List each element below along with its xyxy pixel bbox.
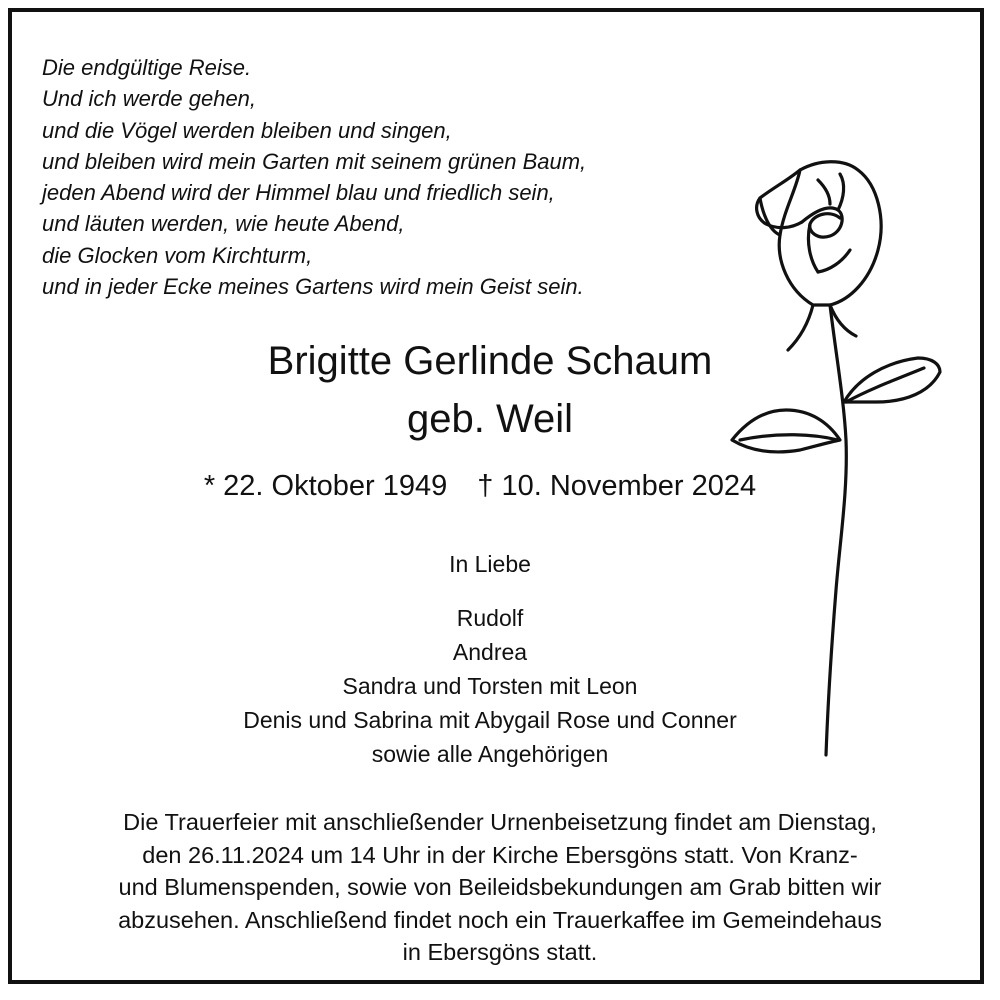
deceased-maiden-name: geb. Weil (406, 397, 573, 441)
rose-petal (818, 180, 830, 204)
mourner-line: sowie alle Angehörigen (371, 741, 609, 767)
deceased-name-block (140, 332, 840, 448)
mourner-line: Rudolf (456, 605, 524, 631)
rose-petal (760, 198, 780, 235)
funeral-notice (24, 806, 976, 969)
poem-line: Die endgültige Reise. (42, 55, 252, 80)
rose-bud-outline (779, 162, 881, 305)
notice-line: und Blumenspenden, sowie von Beileidsbekundungen am Grab bitten wir (118, 874, 882, 900)
notice-line: Die Trauerfeier mit anschließender Urnenbeisetzung findet am Dienstag, (123, 809, 877, 835)
poem-line: und bleiben wird mein Garten mit seinem grünen Baum, (42, 148, 587, 174)
life-dates (100, 466, 860, 506)
poem-line: und die Vögel werden bleiben und singen, (42, 117, 452, 143)
notice-line: in Ebersgöns statt. (402, 939, 598, 965)
rose-petal (838, 174, 844, 210)
rose-petal (818, 250, 850, 272)
deceased-name: Brigitte Gerlinde Schaum (267, 339, 713, 383)
in-love-phrase: In Liebe (449, 551, 531, 577)
rose-petal (757, 170, 802, 228)
poem-line: und läuten werden, wie heute Abend, (42, 211, 405, 237)
mourner-line: Sandra und Torsten mit Leon (342, 673, 638, 699)
poem-line: Und ich werde gehen, (42, 86, 257, 112)
notice-line: den 26.11.2024 um 14 Uhr in der Kirche Ebersgöns statt. Von Kranz- (142, 841, 858, 868)
death-date: † 10. November 2024 (477, 470, 757, 502)
notice-line: abzusehen. Anschließend findet noch ein Trauerkaffee im Gemeindehaus (118, 906, 882, 933)
mourners-list (120, 601, 860, 771)
birth-date: * 22. Oktober 1949 (203, 470, 448, 502)
poem-line: jeden Abend wird der Himmel blau und friedlich sein, (42, 180, 555, 206)
poem-line: und in jeder Ecke meines Gartens wird mein Geist sein. (42, 274, 584, 300)
mourner-line: Denis und Sabrina mit Abygail Rose und Conner (243, 707, 737, 733)
mourner-line: Andrea (452, 639, 528, 665)
poem-line: die Glocken vom Kirchturm, (42, 242, 313, 268)
poem (42, 52, 742, 302)
